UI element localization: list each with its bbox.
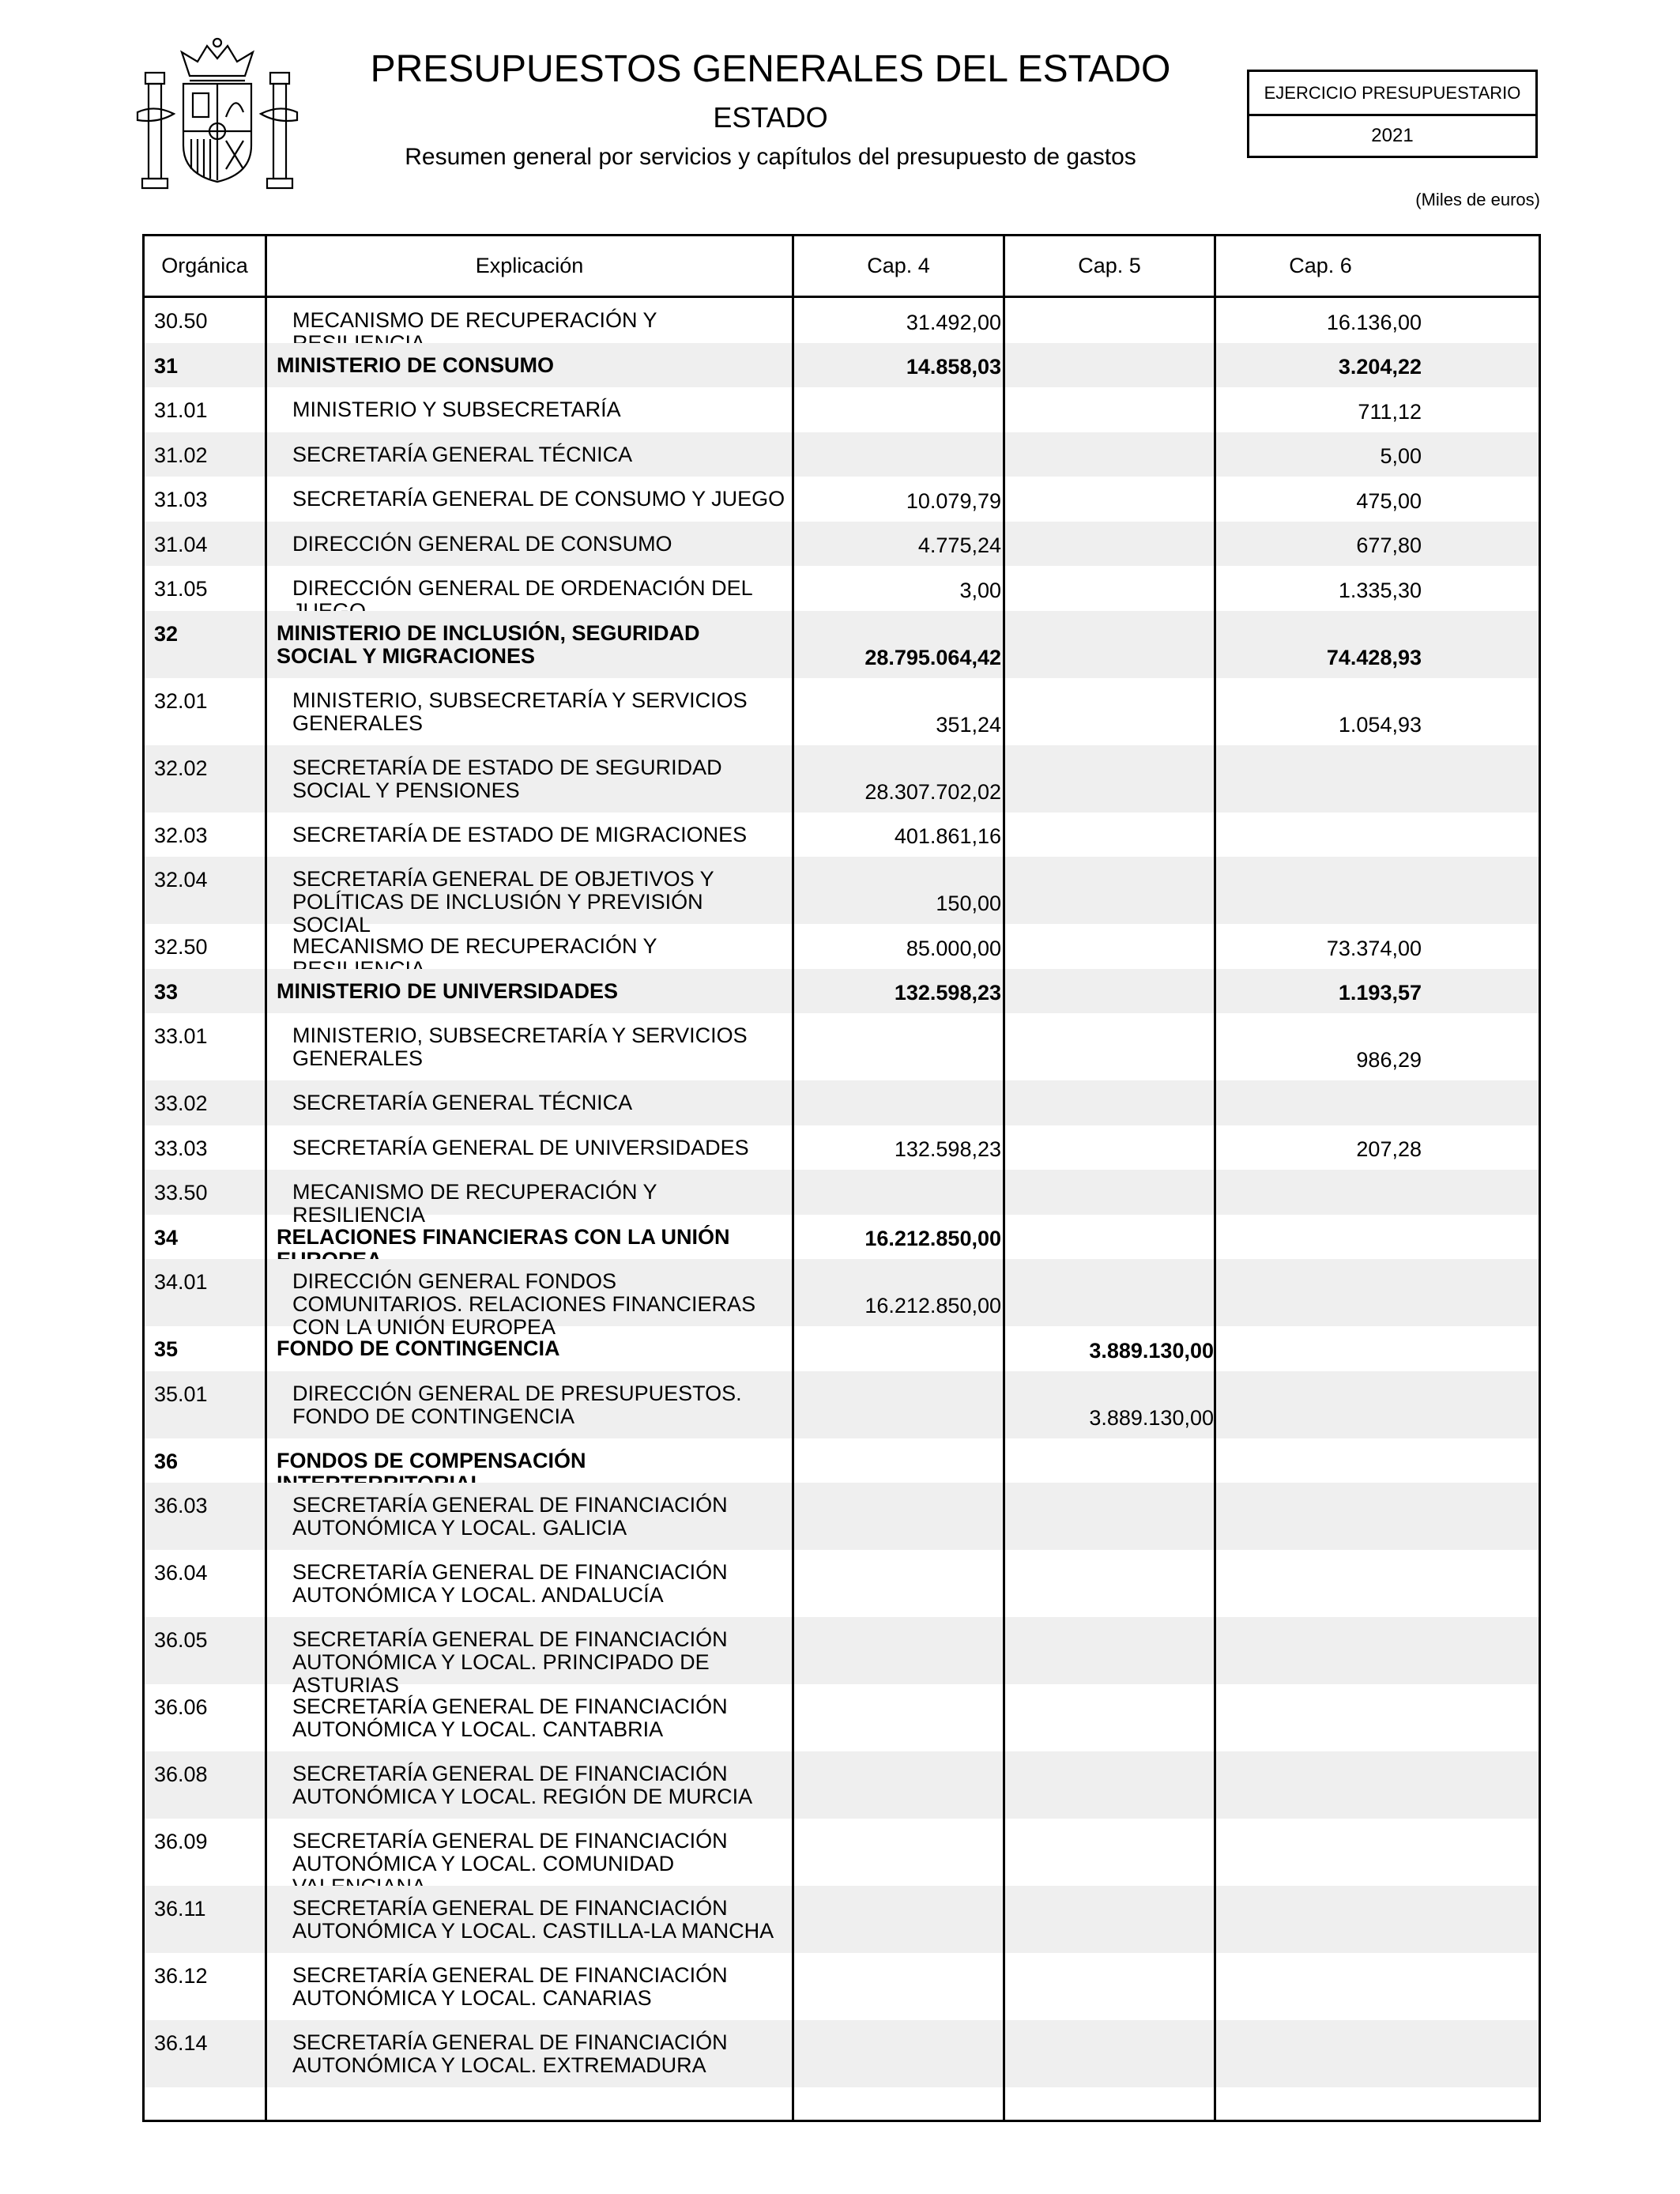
cap6-cell: 5,00 [1380, 444, 1422, 468]
table-row [145, 1550, 1539, 1617]
organica-cell: 32.02 [154, 756, 208, 780]
organica-cell: 31 [154, 353, 179, 378]
cap5-cell [1008, 1215, 1214, 1260]
cap4-cell [797, 2020, 1001, 2087]
organica-cell: 32.04 [154, 868, 208, 892]
cap5-cell [1008, 745, 1214, 812]
table-row [145, 857, 1539, 937]
cap4-cell: 85.000,00 [906, 936, 1001, 960]
cap6-cell [1219, 1617, 1422, 1684]
table-row [145, 298, 1539, 343]
organica-cell: 31.04 [154, 532, 208, 556]
cap5-cell [1008, 1684, 1214, 1751]
cap4-cell [797, 1080, 1001, 1125]
explicacion-cell: SECRETARÍA DE ESTADO DE SEGURIDAD SOCIAL Y PENSIONES [292, 755, 722, 802]
cap4-cell: 16.212.850,00 [864, 1294, 1001, 1318]
table-row [145, 522, 1539, 567]
explicacion-cell: FONDOS DE COMPENSACIÓN [277, 1448, 586, 1472]
explicacion-cell: SECRETARÍA GENERAL DE FINANCIACIÓN AUTONÓMICA Y LOCAL. PRINCIPADO DE ASTURIAS [292, 1627, 728, 1697]
cap5-cell [1008, 1819, 1214, 1886]
cap6-cell [1219, 1170, 1422, 1215]
coat-of-arms-icon [134, 35, 300, 193]
table-row [145, 387, 1539, 432]
organica-cell: 36.04 [154, 1561, 208, 1585]
organica-cell: 35.01 [154, 1382, 208, 1406]
organica-cell: 34 [154, 1225, 179, 1250]
cap6-cell: 986,29 [1356, 1048, 1422, 1072]
table-row [145, 745, 1539, 812]
cap5-cell [1008, 1550, 1214, 1617]
table-body [145, 298, 1539, 2087]
organica-cell: 36.08 [154, 1762, 208, 1786]
cap6-cell [1219, 1215, 1422, 1260]
ejercicio-label: EJERCICIO PRESUPUESTARIO [1249, 72, 1535, 116]
cap6-cell [1219, 1438, 1422, 1483]
organica-cell: 33 [154, 979, 179, 1004]
cap4-cell: 28.795.064,42 [864, 645, 1001, 669]
cap4-cell: 3,00 [959, 578, 1001, 602]
cap6-cell: 73.374,00 [1326, 936, 1422, 960]
cap4-cell: 132.598,23 [894, 981, 1001, 1005]
table-row [145, 1751, 1539, 1819]
cap6-cell: 207,28 [1356, 1137, 1422, 1161]
table-row [145, 1371, 1539, 1438]
explicacion-cell: SECRETARÍA GENERAL DE FINANCIACIÓN AUTONÓMICA Y LOCAL. ANDALUCÍA [292, 1560, 728, 1607]
table-row [145, 1259, 1539, 1339]
organica-cell: 36.03 [154, 1494, 208, 1517]
table-row [145, 924, 1539, 969]
cap5-cell [1008, 2020, 1214, 2087]
column-header-organica: Orgánica [161, 254, 248, 277]
explicacion-cell: SECRETARÍA GENERAL TÉCNICA [292, 442, 633, 466]
organica-cell: 32.01 [154, 688, 208, 713]
cap5-cell [1008, 1617, 1214, 1684]
table-row [145, 1013, 1539, 1080]
cap4-cell [797, 1550, 1001, 1617]
column-header-cap6: Cap. 6 [1289, 254, 1352, 277]
cap4-cell [797, 1371, 1001, 1438]
explicacion-cell: SECRETARÍA GENERAL DE FINANCIACIÓN AUTONÓMICA Y LOCAL. EXTREMADURA [292, 2030, 728, 2077]
cap4-cell [797, 1819, 1001, 1886]
cap5-cell [1008, 812, 1214, 858]
explicacion-cell: DIRECCIÓN GENERAL DE PRESUPUESTOS. FONDO DE CONTINGENCIA [292, 1381, 742, 1428]
explicacion-cell: FONDO DE CONTINGENCIA [277, 1336, 560, 1360]
cap5-cell [1008, 1170, 1214, 1215]
explicacion-cell: SECRETARÍA GENERAL DE FINANCIACIÓN AUTONÓMICA Y LOCAL. CANTABRIA [292, 1695, 728, 1741]
table-row [145, 343, 1539, 388]
cap5-cell [1008, 1259, 1214, 1326]
cap5-cell: 3.889.130,00 [1089, 1405, 1214, 1430]
cap5-cell [1008, 1080, 1214, 1125]
column-divider [1214, 236, 1216, 2120]
explicacion-cell: MINISTERIO DE CONSUMO [277, 352, 555, 377]
cap5-cell [1008, 1013, 1214, 1080]
cap6-cell [1219, 1483, 1422, 1550]
cap6-cell: 1.054,93 [1338, 712, 1422, 737]
cap4-cell [797, 1684, 1001, 1751]
cap4-cell [797, 387, 1001, 432]
cap4-cell: 401.861,16 [894, 824, 1001, 848]
table-row [145, 1483, 1539, 1550]
organica-cell: 31.05 [154, 577, 208, 601]
table-row [145, 1819, 1539, 1886]
organica-cell: 32 [154, 621, 179, 646]
column-header-cap4: Cap. 4 [867, 254, 930, 277]
table-row [145, 812, 1539, 858]
cap5-cell [1008, 1438, 1214, 1483]
table-row [145, 432, 1539, 477]
table-row [145, 1125, 1539, 1171]
organica-cell: 36 [154, 1449, 179, 1473]
cap6-cell [1219, 1259, 1422, 1326]
cap5-cell [1008, 432, 1214, 477]
cap6-cell: 677,80 [1356, 533, 1422, 557]
cap6-cell [1219, 1550, 1422, 1617]
explicacion-cell: DIRECCIÓN GENERAL FONDOS COMUNITARIOS. RELACIONES FINANCIERAS CON LA UNIÓN EUROPEA [292, 1269, 756, 1339]
cap5-cell [1008, 924, 1214, 969]
cap5-cell [1008, 1483, 1214, 1550]
table-row [145, 678, 1539, 745]
cap5-cell [1008, 1953, 1214, 2020]
cap6-cell [1219, 1326, 1422, 1371]
explicacion-cell: MECANISMO DE RECUPERACIÓN Y RESILIENCIA [292, 1180, 657, 1227]
explicacion-cell: SECRETARÍA GENERAL DE FINANCIACIÓN AUTONÓMICA Y LOCAL. GALICIA [292, 1493, 728, 1540]
cap5-cell [1008, 1751, 1214, 1819]
cap6-cell [1219, 1751, 1422, 1819]
explicacion-cell: MINISTERIO DE INCLUSIÓN, SEGURIDAD SOCIAL Y MIGRACIONES [277, 620, 700, 668]
table-row [145, 2020, 1539, 2087]
organica-cell: 31.03 [154, 488, 208, 511]
cap6-cell [1219, 1080, 1422, 1125]
cap4-cell [797, 1751, 1001, 1819]
cap4-cell: 14.858,03 [906, 355, 1001, 379]
cap6-cell [1219, 1684, 1422, 1751]
cap5-cell [1008, 298, 1214, 343]
cap4-cell: 150,00 [936, 892, 1001, 915]
organica-cell: 36.14 [154, 2031, 208, 2055]
cap4-cell [797, 1617, 1001, 1684]
cap5-cell [1008, 678, 1214, 745]
budget-table [142, 234, 1541, 2122]
organica-cell: 30.50 [154, 309, 208, 333]
cap4-cell [797, 1483, 1001, 1550]
table-row [145, 566, 1539, 611]
column-header-cap5: Cap. 5 [1078, 254, 1141, 277]
cap6-cell [1219, 745, 1422, 812]
table-row [145, 1215, 1539, 1260]
cap5-cell [1008, 566, 1214, 611]
cap5-cell: 3.889.130,00 [1089, 1338, 1214, 1363]
organica-cell: 32.50 [154, 935, 208, 959]
cap6-cell [1219, 1371, 1422, 1438]
ejercicio-box [1247, 70, 1538, 158]
table-row [145, 1326, 1539, 1371]
table-row [145, 1684, 1539, 1751]
cap6-cell: 1.193,57 [1338, 981, 1422, 1005]
table-row [145, 1617, 1539, 1697]
explicacion-cell: MECANISMO DE RECUPERACIÓN Y [292, 308, 657, 332]
column-divider [1003, 236, 1005, 2120]
cap4-cell: 132.598,23 [894, 1137, 1001, 1161]
cap6-cell: 16.136,00 [1326, 310, 1422, 334]
organica-cell: 35 [154, 1337, 179, 1361]
cap6-cell: 475,00 [1356, 488, 1422, 513]
explicacion-cell: SECRETARÍA GENERAL DE OBJETIVOS Y POLÍTICAS DE INCLUSIÓN Y PREVISIÓN SOCIAL [292, 867, 714, 937]
cap4-cell [797, 1170, 1001, 1215]
cap4-cell [797, 432, 1001, 477]
cap5-cell [1008, 1886, 1214, 1953]
organica-cell: 32.03 [154, 823, 208, 847]
organica-cell: 31.02 [154, 443, 208, 467]
organica-cell: 36.09 [154, 1830, 208, 1853]
table-row [145, 969, 1539, 1014]
cap4-cell [797, 1953, 1001, 2020]
cap5-cell [1008, 522, 1214, 567]
cap4-cell [797, 1013, 1001, 1080]
explicacion-cell: SECRETARÍA GENERAL DE UNIVERSIDADES [292, 1135, 749, 1159]
cap4-cell: 4.775,24 [917, 533, 1001, 557]
table-row [145, 1953, 1539, 2020]
page-description: Resumen general por servicios y capítulos del presupuesto de gastos [405, 144, 1136, 170]
ejercicio-year: 2021 [1371, 125, 1414, 146]
cap5-cell [1008, 343, 1214, 388]
table-header [145, 236, 1539, 298]
cap6-cell: 74.428,93 [1326, 645, 1422, 669]
cap4-cell: 28.307.702,02 [864, 779, 1001, 804]
table-row [145, 1170, 1539, 1227]
cap4-cell [797, 1438, 1001, 1483]
explicacion-cell: DIRECCIÓN GENERAL DE ORDENACIÓN DEL [292, 576, 752, 600]
organica-cell: 33.02 [154, 1091, 208, 1115]
table-row [145, 1886, 1539, 1953]
cap5-cell [1008, 857, 1214, 924]
explicacion-cell: SECRETARÍA GENERAL DE CONSUMO Y JUEGO [292, 487, 785, 511]
cap6-cell [1219, 2020, 1422, 2087]
organica-cell: 36.06 [154, 1695, 208, 1719]
units-label: (Miles de euros) [1415, 190, 1540, 209]
cap6-cell [1219, 1953, 1422, 2020]
cap5-cell [1008, 611, 1214, 678]
cap4-cell: 16.212.850,00 [864, 1227, 1001, 1250]
table-row [145, 1438, 1539, 1483]
organica-cell: 33.03 [154, 1136, 208, 1160]
page-title: PRESUPUESTOS GENERALES DEL ESTADO [370, 48, 1171, 90]
table-row [145, 1080, 1539, 1125]
cap6-cell [1219, 1819, 1422, 1886]
explicacion-cell: MINISTERIO DE UNIVERSIDADES [277, 978, 619, 1003]
cap6-cell: 3.204,22 [1338, 355, 1422, 379]
cap4-cell [797, 1326, 1001, 1371]
explicacion-cell: SECRETARÍA GENERAL DE FINANCIACIÓN AUTONÓMICA Y LOCAL. CANARIAS [292, 1963, 728, 2010]
explicacion-cell: DIRECCIÓN GENERAL DE CONSUMO [292, 531, 672, 556]
table-row [145, 477, 1539, 522]
explicacion-cell: RELACIONES FINANCIERAS CON LA UNIÓN [277, 1224, 730, 1249]
organica-cell: 36.12 [154, 1964, 208, 1988]
organica-cell: 33.50 [154, 1181, 208, 1204]
cap4-cell: 10.079,79 [906, 488, 1001, 513]
explicacion-cell: MINISTERIO Y SUBSECRETARÍA [292, 398, 621, 421]
organica-cell: 34.01 [154, 1270, 208, 1294]
explicacion-cell: MINISTERIO, SUBSECRETARÍA Y SERVICIOS GENERALES [292, 1023, 748, 1070]
explicacion-cell: SECRETARÍA GENERAL DE FINANCIACIÓN AUTONÓMICA Y LOCAL. CASTILLA-LA MANCHA [292, 1896, 774, 1943]
explicacion-cell: SECRETARÍA GENERAL DE FINANCIACIÓN AUTONÓMICA Y LOCAL. REGIÓN DE MURCIA [292, 1762, 753, 1808]
organica-cell: 33.01 [154, 1024, 208, 1048]
column-header-explicacion: Explicación [475, 254, 584, 277]
page-subtitle: ESTADO [713, 101, 828, 134]
cap4-cell [797, 1886, 1001, 1953]
cap5-cell [1008, 969, 1214, 1014]
organica-cell: 36.05 [154, 1628, 208, 1652]
explicacion-cell: SECRETARÍA GENERAL DE FINANCIACIÓN AUTONÓMICA Y LOCAL. COMUNIDAD [292, 1829, 728, 1875]
explicacion-cell: SECRETARÍA GENERAL TÉCNICA [292, 1091, 633, 1114]
explicacion-cell: SECRETARÍA DE ESTADO DE MIGRACIONES [292, 822, 748, 846]
column-divider [792, 236, 794, 2120]
cap5-cell [1008, 1125, 1214, 1171]
cap4-cell: 31.492,00 [906, 310, 1001, 334]
explicacion-cell: MINISTERIO, SUBSECRETARÍA Y SERVICIOS GENERALES [292, 688, 748, 735]
cap6-cell [1219, 812, 1422, 858]
cap6-cell [1219, 1886, 1422, 1953]
cap6-cell [1219, 857, 1422, 924]
organica-cell: 36.11 [154, 1897, 206, 1921]
explicacion-cell: MECANISMO DE RECUPERACIÓN Y [292, 934, 657, 958]
cap6-cell: 1.335,30 [1338, 578, 1422, 602]
cap6-cell: 711,12 [1358, 399, 1422, 424]
column-divider [265, 236, 267, 2120]
cap5-cell [1008, 387, 1214, 432]
table-row [145, 611, 1539, 678]
cap5-cell [1008, 477, 1214, 522]
organica-cell: 31.01 [154, 398, 208, 422]
cap4-cell: 351,24 [936, 712, 1001, 737]
